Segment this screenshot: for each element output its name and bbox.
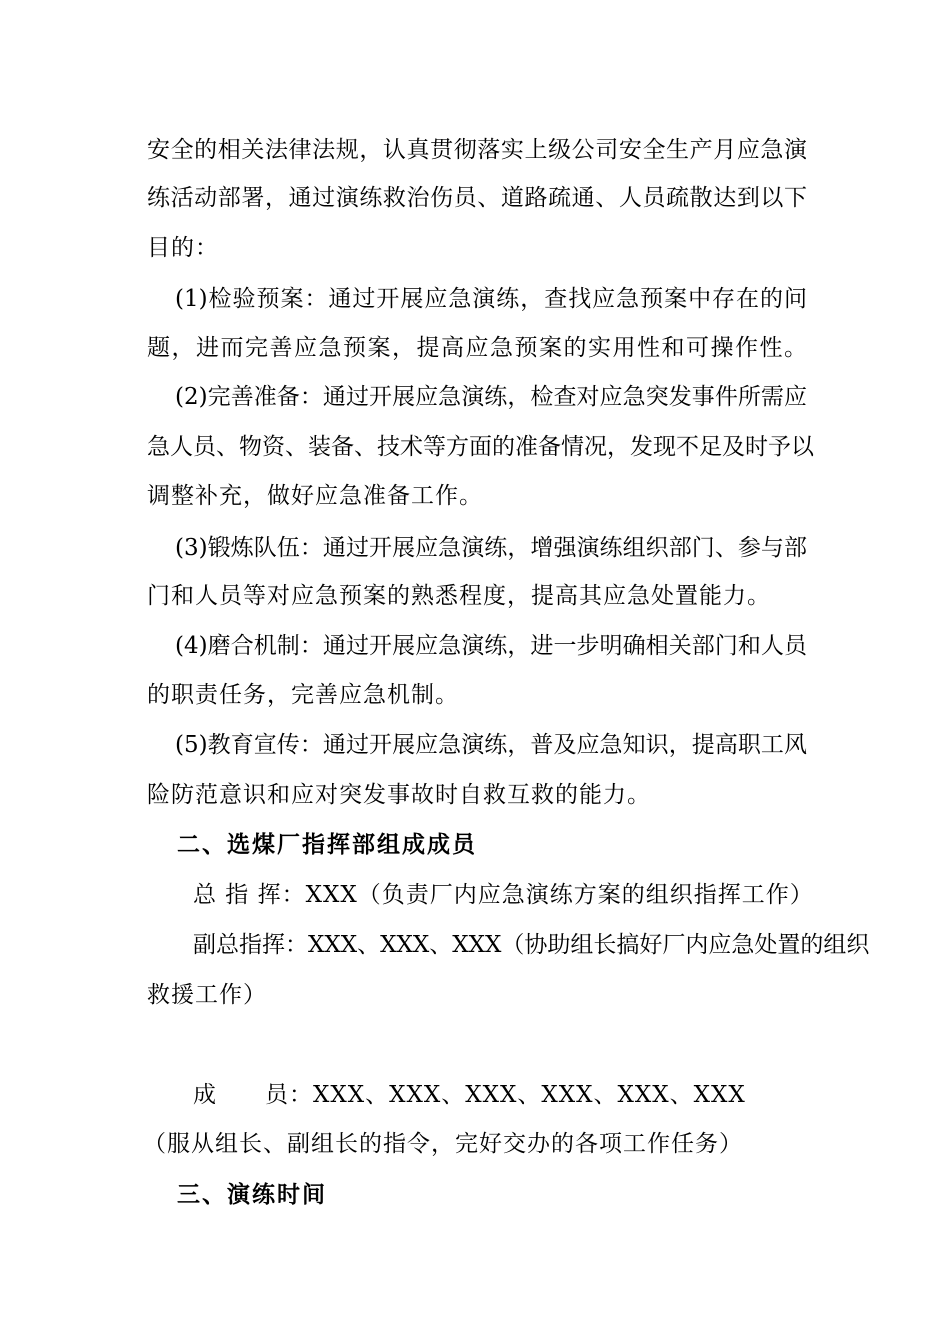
item3-line-2: 门和人员等对应急预案的熟悉程度，提高其应急处置能力。 bbox=[147, 583, 771, 609]
intro-line-1: 安全的相关法律法规，认真贯彻落实上级公司安全生产月应急演 bbox=[147, 137, 807, 163]
item3-line-1: (3)锻炼队伍：通过开展应急演练，增强演练组织部门、参与部 bbox=[175, 535, 807, 561]
section-heading-3: 三、演练时间 bbox=[177, 1182, 327, 1208]
members-line: 成 员：XXX、XXX、XXX、XXX、XXX、XXX bbox=[193, 1082, 746, 1108]
item2-line-2: 急人员、物资、装备、技术等方面的准备情况，发现不足及时予以 bbox=[147, 434, 814, 460]
intro-line-2: 练活动部署，通过演练救治伤员、道路疏通、人员疏散达到以下 bbox=[147, 185, 807, 211]
section-heading-2: 二、选煤厂指挥部组成成员 bbox=[177, 832, 477, 858]
item1-line-1: (1)检验预案：通过开展应急演练，查找应急预案中存在的问 bbox=[175, 286, 807, 312]
item4-line-1: (4)磨合机制：通过开展应急演练，进一步明确相关部门和人员 bbox=[175, 633, 807, 659]
item1-line-2: 题，进而完善应急预案，提高应急预案的实用性和可操作性。 bbox=[147, 335, 807, 361]
members-note: （服从组长、副组长的指令，完好交办的各项工作任务） bbox=[143, 1131, 743, 1157]
deputy-line-1: 副总指挥：XXX、XXX、XXX（协助组长搞好厂内应急处置的组织 bbox=[193, 932, 870, 958]
commander-line: 总 指 挥：XXX（负责厂内应急演练方案的组织指挥工作） bbox=[193, 882, 814, 908]
intro-line-3: 目的： bbox=[147, 235, 219, 261]
item4-line-2: 的职责任务，完善应急机制。 bbox=[147, 682, 459, 708]
item2-line-1: (2)完善准备：通过开展应急演练，检查对应急突发事件所需应 bbox=[175, 384, 807, 410]
item5-line-1: (5)教育宣传：通过开展应急演练，普及应急知识，提高职工风 bbox=[175, 732, 807, 758]
item5-line-2: 险防范意识和应对突发事故时自救互救的能力。 bbox=[147, 782, 651, 808]
item2-line-3: 调整补充，做好应急准备工作。 bbox=[147, 483, 483, 509]
deputy-line-2: 救援工作） bbox=[147, 982, 267, 1008]
